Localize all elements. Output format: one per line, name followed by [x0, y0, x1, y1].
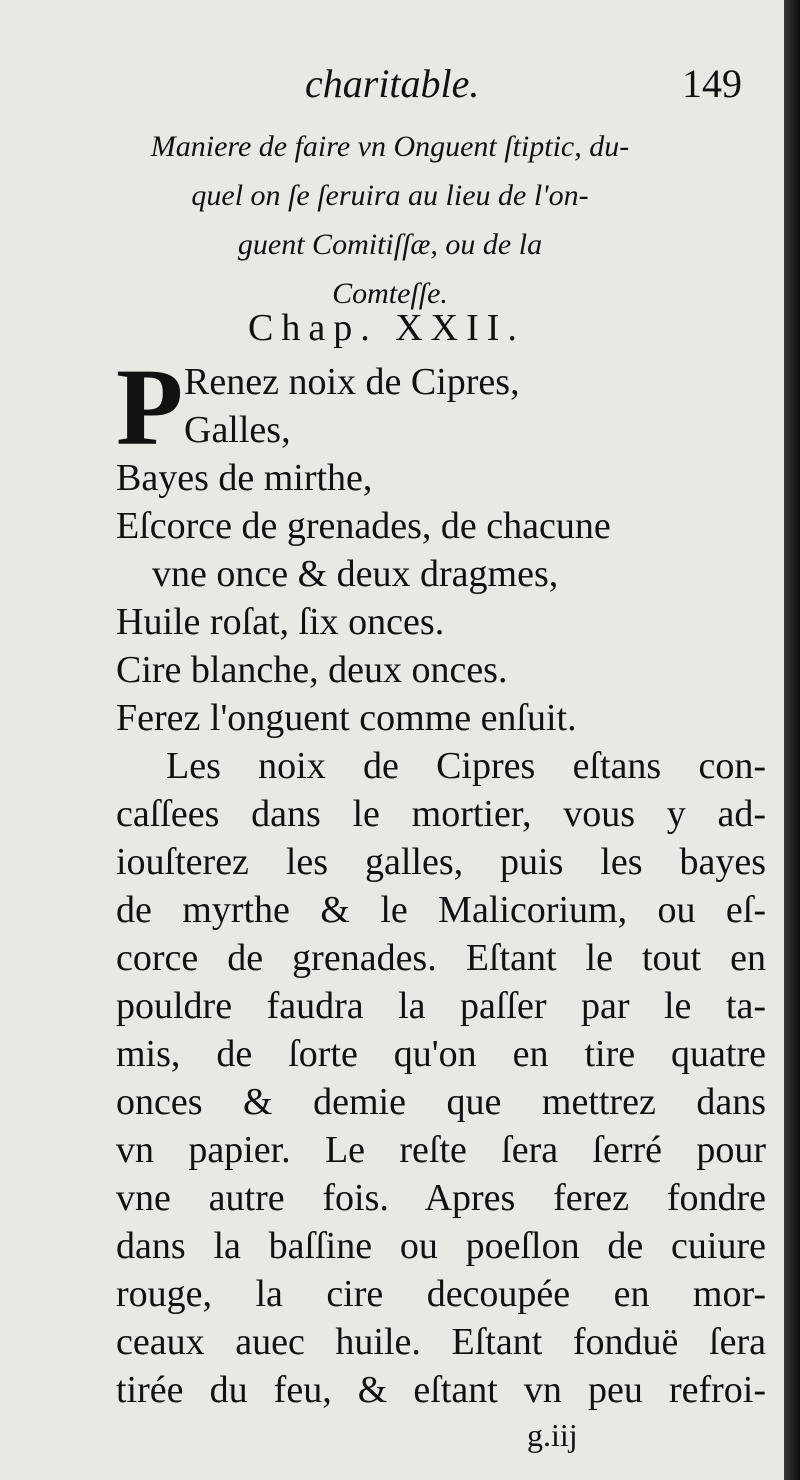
paragraph-line: corce de grenades. Eſtant le tout en [116, 937, 766, 979]
paragraph-line: pouldre faudra la paſſer par le ta- [116, 985, 766, 1027]
paragraph-line: Les noix de Cipres eſtans con- [166, 745, 766, 787]
signature-mark: g.iij [527, 1417, 578, 1453]
paragraph-line: iouſterez les galles, puis les bayes [116, 841, 766, 883]
paragraph-line: rouge, la cire decoupée en mor- [116, 1273, 766, 1315]
recipe-line: Bayes de mirthe, [116, 457, 373, 499]
recipe-line: Huile roſat, ſix onces. [116, 601, 445, 643]
page-edge-shadow [784, 0, 800, 1480]
paragraph-line: tirée du feu, & eſtant vn peu refroi- [116, 1369, 766, 1411]
recipe-line: vne once & deux dragmes, [152, 553, 559, 595]
title-line: quel on ſe ſeruira au lieu de l'on- [191, 179, 589, 212]
drop-cap: P [116, 346, 184, 468]
body-text [116, 346, 766, 1414]
recipe-line-text: Renez noix de Cipres, [184, 361, 520, 403]
running-head: charitable. [305, 61, 480, 106]
paragraph-line: ceaux auec huile. Eſtant fonduë ſera [116, 1321, 766, 1363]
title-line: Comteſſe. [332, 277, 448, 310]
paragraph-line: mis, de ſorte qu'on en tire quatre [116, 1033, 766, 1075]
page-number: 149 [682, 61, 742, 106]
paragraph-line: de myrthe & le Malicorium, ou eſ- [116, 889, 766, 931]
paragraph-line: vn papier. Le reſte ſera ſerré pour [116, 1129, 766, 1171]
title-line: guent Comitiſſæ, ou de la [237, 228, 543, 261]
recipe-line: Eſcorce de grenades, de chacune [116, 505, 611, 547]
recipe-line: Galles, [184, 409, 291, 451]
paragraph-line: dans la baſſine ou poeſlon de cuiure [116, 1225, 766, 1267]
page-header [0, 60, 784, 120]
title-line: Maniere de faire vn Onguent ſtiptic, du- [150, 130, 630, 163]
paragraph-line: vne autre fois. Apres ferez fondre [116, 1177, 766, 1219]
chapter-heading: Chap. XXII. [248, 307, 525, 349]
paragraph-line: onces & demie que mettrez dans [116, 1081, 766, 1123]
chapter-title [100, 122, 680, 318]
recipe-line: Ferez l'onguent comme enſuit. [116, 697, 577, 739]
paragraph-line: caſſees dans le mortier, vous y ad- [116, 793, 766, 835]
recipe-line: Cire blanche, deux onces. [116, 649, 508, 691]
